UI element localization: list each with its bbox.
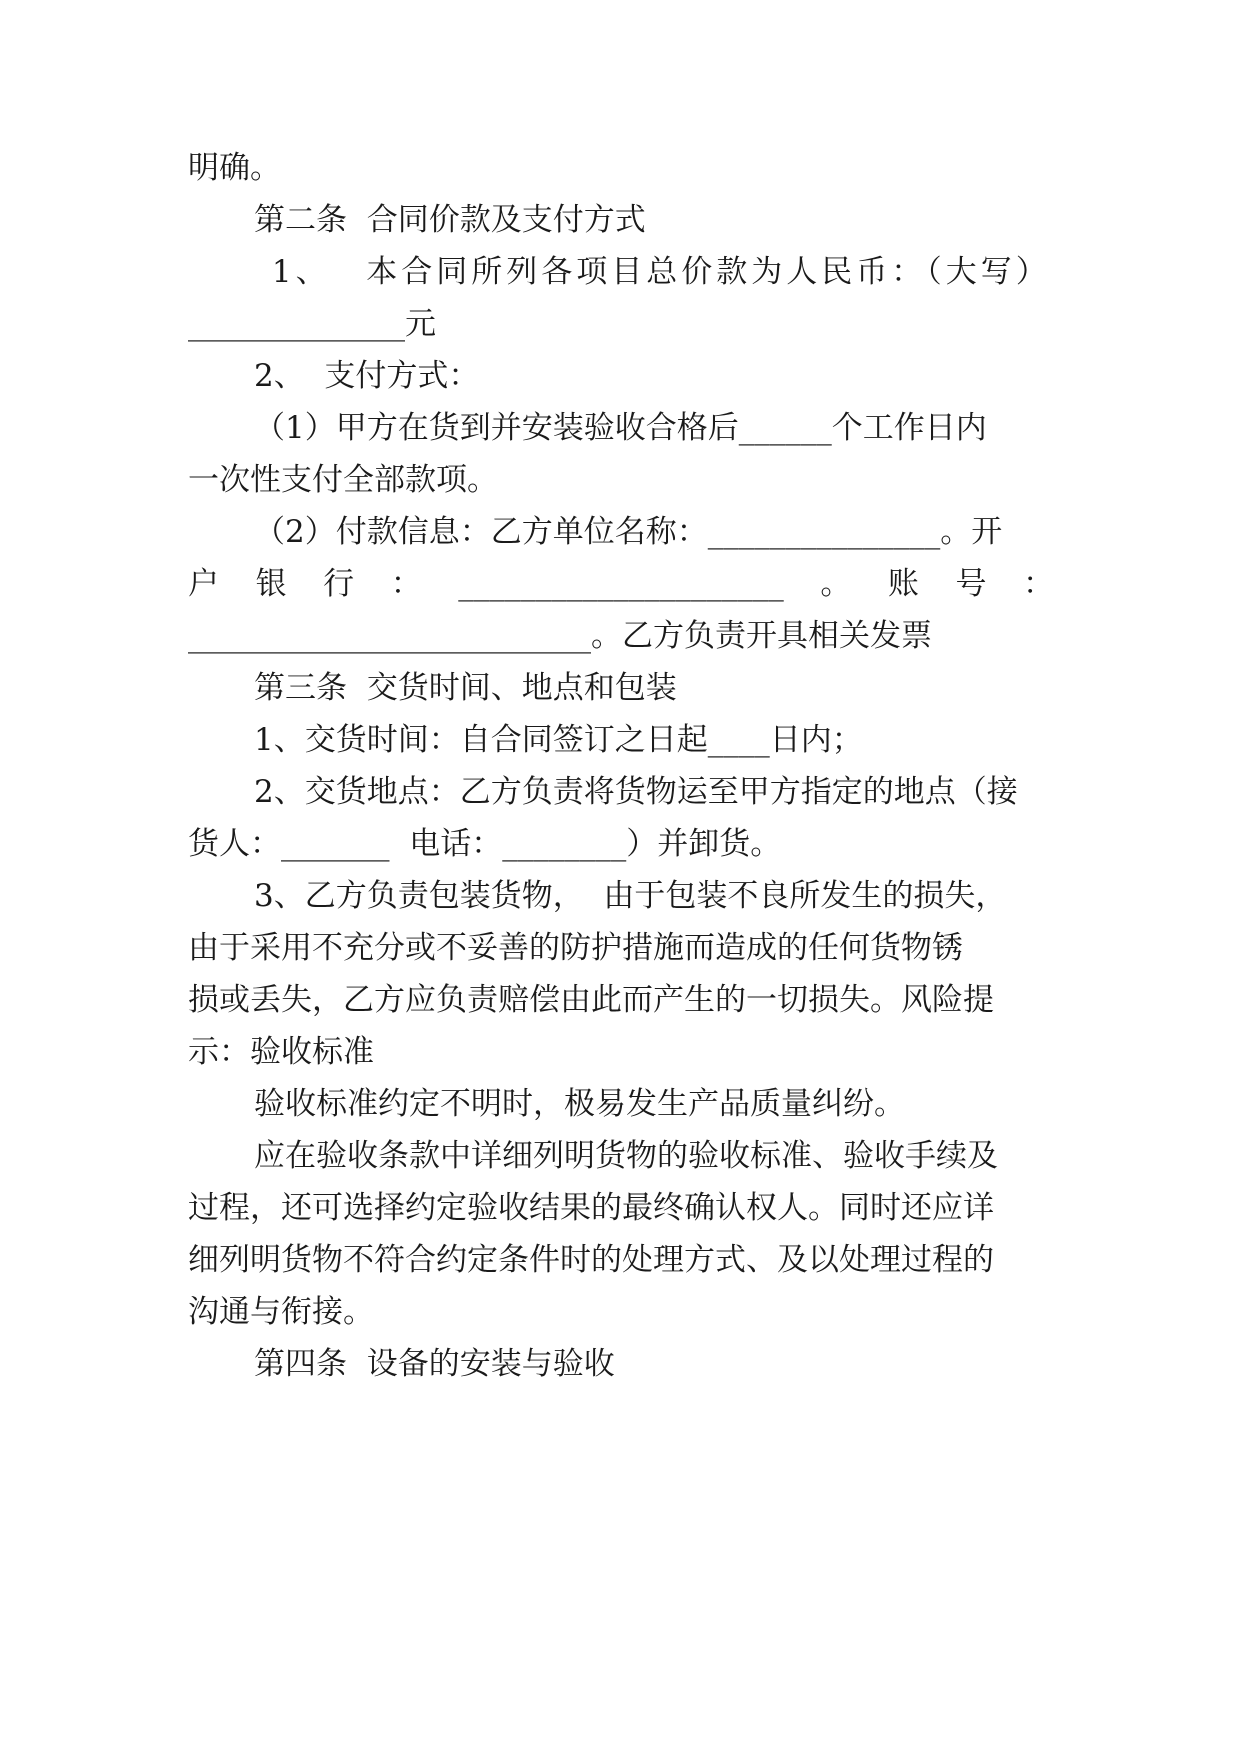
paragraph-line: 货人：_______ 电话：________）并卸货。 [188, 826, 782, 862]
bank-label-char: 户 [188, 566, 219, 602]
account-label-char: ： [1023, 566, 1054, 602]
paragraph-line: 示：验收标准 [188, 1034, 374, 1070]
bank-blank: _____________________ [458, 566, 784, 602]
paragraph-line: 验收标准约定不明时，极易发生产品质量纠纷。 [254, 1086, 905, 1122]
bank-label-char: ： [390, 566, 422, 602]
paragraph-line: 损或丢失，乙方应负责赔偿由此而产生的一切损失。风险提 [188, 982, 994, 1018]
bank-label-char: 。 [820, 566, 852, 602]
paragraph-line: 由于采用不充分或不妥善的防护措施而造成的任何货物锈 [188, 930, 963, 966]
account-label-char: 账 [887, 566, 919, 602]
paragraph-line: 1、 本合同所列各项目总价款为人民币：（大写） [254, 254, 1051, 290]
paragraph-line: （1）甲方在货到并安装验收合格后______个工作日内 [254, 410, 987, 446]
section-heading: 第四条 设备的安装与验收 [254, 1346, 615, 1382]
bank-label-char: 行 [323, 566, 355, 602]
paragraph-line: 1、交货时间：自合同签订之日起____日内； [254, 722, 863, 758]
paragraph-line: 应在验收条款中详细列明货物的验收标准、验收手续及 [254, 1138, 998, 1174]
paragraph-line: 细列明货物不符合约定条件时的处理方式、及以处理过程的 [188, 1242, 994, 1278]
paragraph-line: 2、交货地点：乙方负责将货物运至甲方指定的地点（接 [254, 774, 1018, 810]
bank-info-line [188, 564, 1054, 604]
paragraph-line: 明确。 [188, 150, 281, 186]
paragraph-line: 2、 支付方式： [254, 358, 480, 394]
paragraph-line: ______________元 [188, 306, 436, 342]
paragraph-line: 沟通与衔接。 [188, 1294, 374, 1330]
paragraph-line: 一次性支付全部款项。 [188, 462, 498, 498]
section-heading: 第三条 交货时间、地点和包装 [254, 670, 677, 706]
bank-label-char: 银 [255, 566, 287, 602]
account-label-char: 号 [955, 566, 987, 602]
paragraph-line: （2）付款信息：乙方单位名称：_______________。开 [254, 514, 1003, 550]
paragraph-line: 3、乙方负责包装货物， 由于包装不良所发生的损失， [254, 878, 1007, 914]
paragraph-line: __________________________。乙方负责开具相关发票 [188, 618, 932, 654]
section-heading: 第二条 合同价款及支付方式 [254, 202, 646, 238]
paragraph-line: 过程，还可选择约定验收结果的最终确认权人。同时还应详 [188, 1190, 994, 1226]
